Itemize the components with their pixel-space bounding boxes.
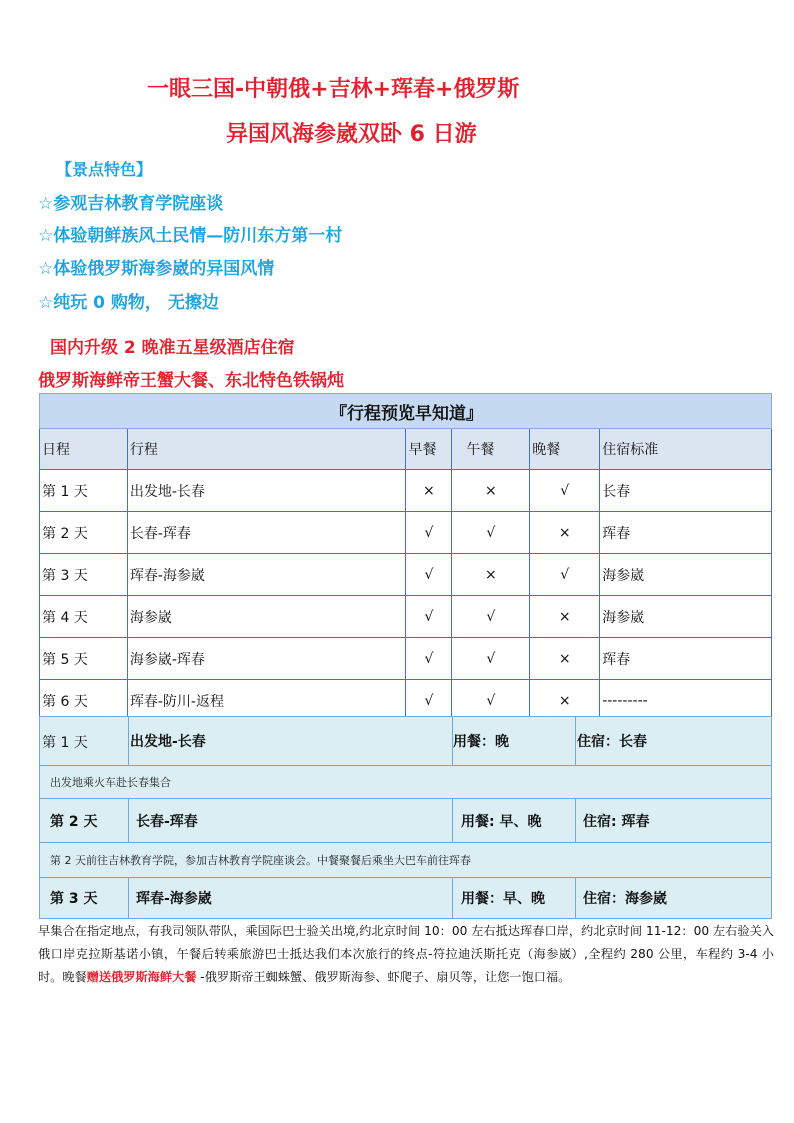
feature-item: ☆体验俄罗斯海参崴的异国风情 [38,259,275,279]
cell-dinner: √ [530,554,600,596]
cell-breakfast: √ [406,596,452,638]
day-route: 长春-珲春 [136,813,198,830]
cell-breakfast: √ [406,680,452,722]
cell-breakfast: √ [406,554,452,596]
day-label: 第 3 天 [50,891,98,907]
cell-lunch: √ [452,596,530,638]
title-line-2: 异国风海参崴双卧 6 日游 [226,122,477,147]
feature-item: ☆体验朝鲜族风土民情—防川东方第一村 [38,226,343,246]
itinerary-overview-table [39,393,772,722]
day-meals: 用餐：晚 [453,734,509,750]
cell-route: 海参崴 [127,596,406,638]
cell-lunch: √ [452,680,530,722]
paragraph-highlight: 赠送俄罗斯海鲜大餐 [86,970,197,984]
cell-day: 第 2 天 [40,512,128,554]
cell-breakfast: √ [406,512,452,554]
overview-header-row [40,429,772,470]
title-line-1: 一眼三国-中朝俄+吉林+珲春+俄罗斯 [147,77,520,102]
day-label: 第 2 天 [50,813,98,830]
highlight-meals: 俄罗斯海鲜帝王蟹大餐、东北特色铁锅炖 [38,371,344,391]
day-1-header [39,716,772,766]
header-hotel: 住宿标准 [600,429,772,470]
cell-hotel: 海参崴 [600,554,772,596]
cell-day: 第 5 天 [40,638,128,680]
day-desc-text: 出发地乘火车赴长春集合 [50,776,171,789]
cell-dinner: × [530,512,600,554]
day-route: 出发地-长春 [130,734,206,750]
cell-lunch: √ [452,638,530,680]
cell-hotel: 长春 [600,470,772,512]
paragraph-text-end: -俄罗斯帝王蜘蛛蟹、俄罗斯海参、虾爬子、扇贝等，让您一饱口福。 [196,970,571,984]
paragraph-text: 早集合在指定地点，有我司领队带队，乘国际巴士验关出境,约北京时间 10：00 左右抵达珲春口岸，约北京时间 11-12：00 左右验关入俄口岸克拉斯基诺小镇，午餐后转乘旅游巴士抵达我们本次旅行的终点-符拉迪沃斯托克（海参崴）,全程约 280 公里，车程约 3-4 小时。晚餐 [38,924,774,984]
day-route: 珲春-海参崴 [136,891,212,907]
features-heading: 【景点特色】 [56,160,153,179]
cell-dinner: × [530,638,600,680]
day-2-header [39,798,772,843]
header-route: 行程 [127,429,406,470]
day-hotel: 住宿：海参崴 [583,891,667,907]
day-label: 第 1 天 [42,735,88,751]
cell-hotel: 珲春 [600,638,772,680]
cell-route: 出发地-长春 [127,470,406,512]
header-dinner: 晚餐 [530,429,600,470]
cell-route: 珲春-海参崴 [127,554,406,596]
cell-lunch: √ [452,512,530,554]
cell-day: 第 4 天 [40,596,128,638]
header-breakfast: 早餐 [406,429,452,470]
cell-route: 长春-珲春 [127,512,406,554]
day-hotel: 住宿: 珲春 [583,813,650,830]
cell-lunch: × [452,554,530,596]
feature-item: ☆纯玩 0 购物， 无擦边 [38,293,219,313]
overview-title: 『行程预览早知道』 [40,394,772,429]
cell-breakfast: √ [406,638,452,680]
day-meals: 用餐：早、晚 [461,891,545,907]
cell-day: 第 6 天 [40,680,128,722]
day-2-description [39,842,772,878]
cell-dinner: × [530,596,600,638]
cell-dinner: × [530,680,600,722]
header-lunch: 午餐 [452,429,530,470]
cell-day: 第 3 天 [40,554,128,596]
day-desc-text: 第 2 天前往吉林教育学院，参加吉林教育学院座谈会。中餐聚餐后乘坐大巴车前往珲春 [50,854,471,867]
table-row [40,470,772,512]
cell-breakfast: × [406,470,452,512]
cell-day: 第 1 天 [40,470,128,512]
day-3-header [39,877,772,919]
header-day: 日程 [40,429,128,470]
highlight-hotel: 国内升级 2 晚准五星级酒店住宿 [50,338,295,358]
cell-hotel: --------- [600,680,772,722]
day-hotel: 住宿：长春 [577,734,647,750]
cell-hotel: 海参崴 [600,596,772,638]
cell-route: 海参崴-珲春 [127,638,406,680]
day-meals: 用餐: 早、晚 [461,813,542,830]
cell-hotel: 珲春 [600,512,772,554]
day-1-description [39,765,772,799]
cell-lunch: × [452,470,530,512]
day-3-paragraph [38,920,774,989]
table-row [40,596,772,638]
feature-item: ☆参观吉林教育学院座谈 [38,194,224,214]
table-row [40,554,772,596]
table-row [40,638,772,680]
cell-route: 珲春-防川-返程 [127,680,406,722]
cell-dinner: √ [530,470,600,512]
table-row [40,512,772,554]
